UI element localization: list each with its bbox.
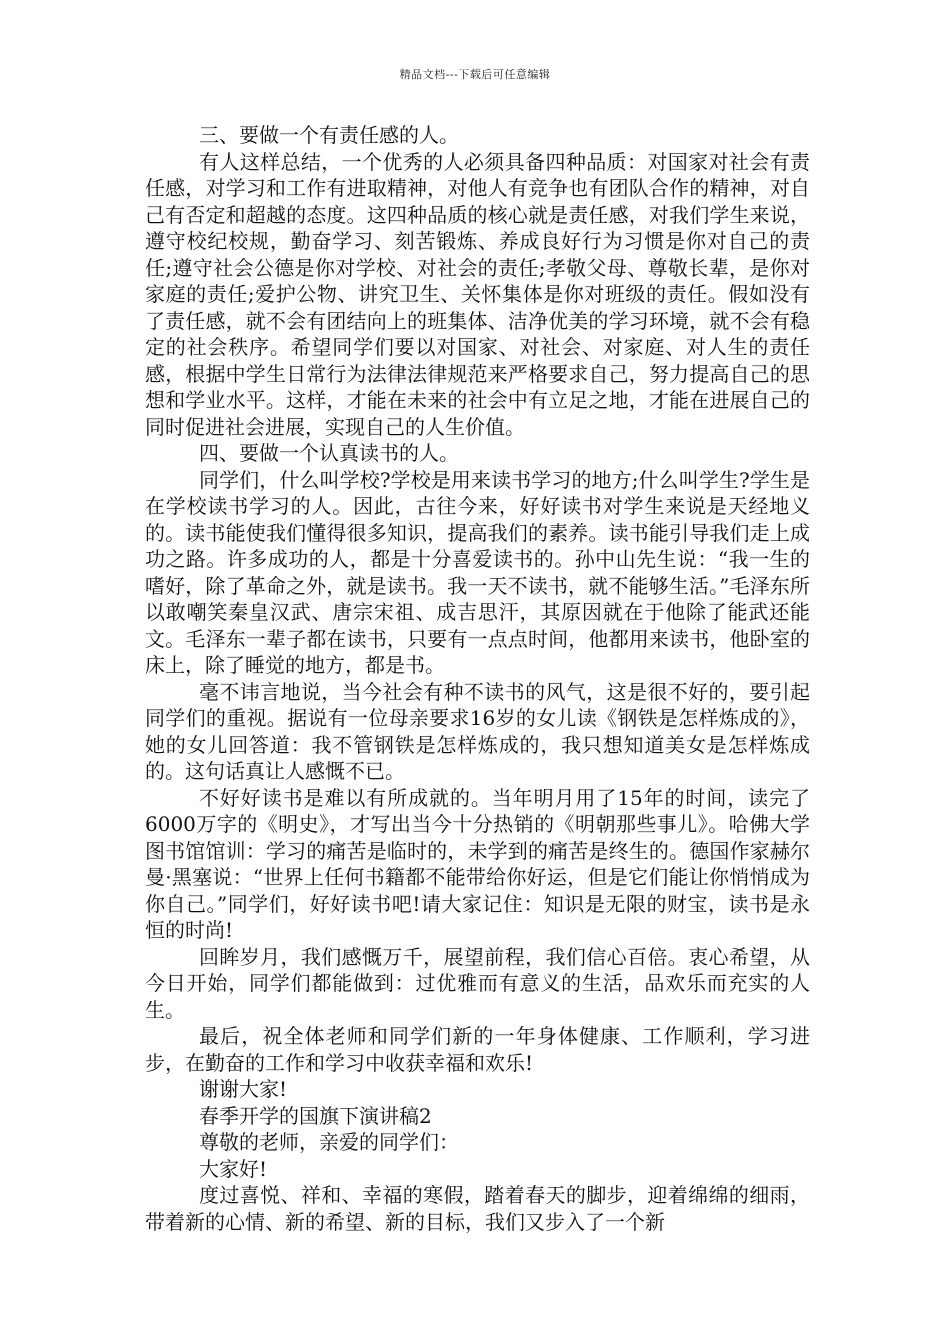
- paragraph-new-semester: 度过喜悦、祥和、幸福的寒假，踏着春天的脚步，迎着绵绵的细雨，带着新的心情、新的希望、新的目标，我们又步入了一个新: [145, 1183, 810, 1234]
- greeting: 大家好!: [199, 1156, 268, 1181]
- paragraph-reading: 同学们，什么叫学校?学校是用来读书学习的地方;什么叫学生?学生是在学校读书学习的人。因此，古往今来，好好读书对学生来说是天经地义的。读书能使我们懂得很多知识，提高我们的素养。读书能引导我们走上成功之路。许多成功的人，都是十分喜爱读书的。孙中山先生说：“我一生的嗜好，除了革命之外，就是读书。我一天不读书，就不能够生活。”毛泽东所以敢嘲笑秦皇汉武、唐宗宋祖、成吉思汗，其原因就在于他除了能武还能文。毛泽东一辈子都在读书，只要有一点点时间，他都用来读书，他卧室的床上，除了睡觉的地方，都是书。: [145, 467, 810, 677]
- document-body: [145, 122, 810, 1235]
- page-header: 精品文档---下载后可任意编辑: [399, 68, 551, 81]
- salutation: 尊敬的老师，亲爱的同学们：: [199, 1130, 459, 1154]
- paragraph-thanks: 谢谢大家!: [199, 1077, 288, 1101]
- section-heading-responsibility: 三、要做一个有责任感的人。: [199, 123, 459, 147]
- paragraph-closing-wishes: 最后，祝全体老师和同学们新的一年身体健康、工作顺利，学习进步，在勤奋的工作和学习中收获幸福和欢乐!: [145, 1024, 810, 1075]
- paragraph-reading-atmosphere: 毫不讳言地说，当今社会有种不读书的风气，这是很不好的，要引起同学们的重视。据说有一位母亲要求16岁的女儿读《钢铁是怎样炼成的》，她的女儿回答道：我不管钢铁是怎样炼成的，我只想知道美女是怎样炼成的。这句话真让人感慨不已。: [145, 679, 810, 783]
- paragraph-looking-back: 回眸岁月，我们感慨万千，展望前程，我们信心百倍。衷心希望，从今日开始，同学们都能做到：过优雅而有意义的生活，品欢乐而充实的人生。: [145, 944, 810, 1022]
- paragraph-reading-achievement: 不好好读书是难以有所成就的。当年明月用了15年的时间，读完了6000万字的《明史》，才写出当今十分热销的《明朝那些事儿》。哈佛大学图书馆馆训：学习的痛苦是临时的，未学到的痛苦是终生的。德国作家赫尔曼·黑塞说：“世界上任何书籍都不能带给你好运，但是它们能让你悄悄成为你自己。”同学们，好好读书吧!请大家记住：知识是无限的财宝，读书是永恒的时尚!: [145, 785, 810, 942]
- section-heading-reading: 四、要做一个认真读书的人。: [199, 441, 459, 465]
- paragraph-responsibility: 有人这样总结，一个优秀的人必须具备四种品质：对国家对社会有责任感，对学习和工作有进取精神，对他人有竞争也有团队合作的精神，对自己有否定和超越的态度。这四种品质的核心就是责任感，对我们学生来说，遵守校纪校规，勤奋学习、刻苦锻炼、养成良好行为习惯是你对自己的责任;遵守社会公德是你对学校、对社会的责任;孝敬父母、尊敬长辈，是你对家庭的责任;爱护公物、讲究卫生、关怀集体是你对班级的责任。假如没有了责任感，就不会有团结向上的班集体、洁净优美的学习环境，就不会有稳定的社会秩序。希望同学们要以对国家、对社会、对家庭、对人生的责任感，根据中学生日常行为法律法律规范来严格要求自己，努力提高自己的思想和学业水平。这样，才能在未来的社会中有立足之地，才能在进展自己的同时促进社会进展，实现自己的人生价值。: [145, 149, 810, 439]
- speech-title-2: 春季开学的国旗下演讲稿2: [199, 1103, 432, 1128]
